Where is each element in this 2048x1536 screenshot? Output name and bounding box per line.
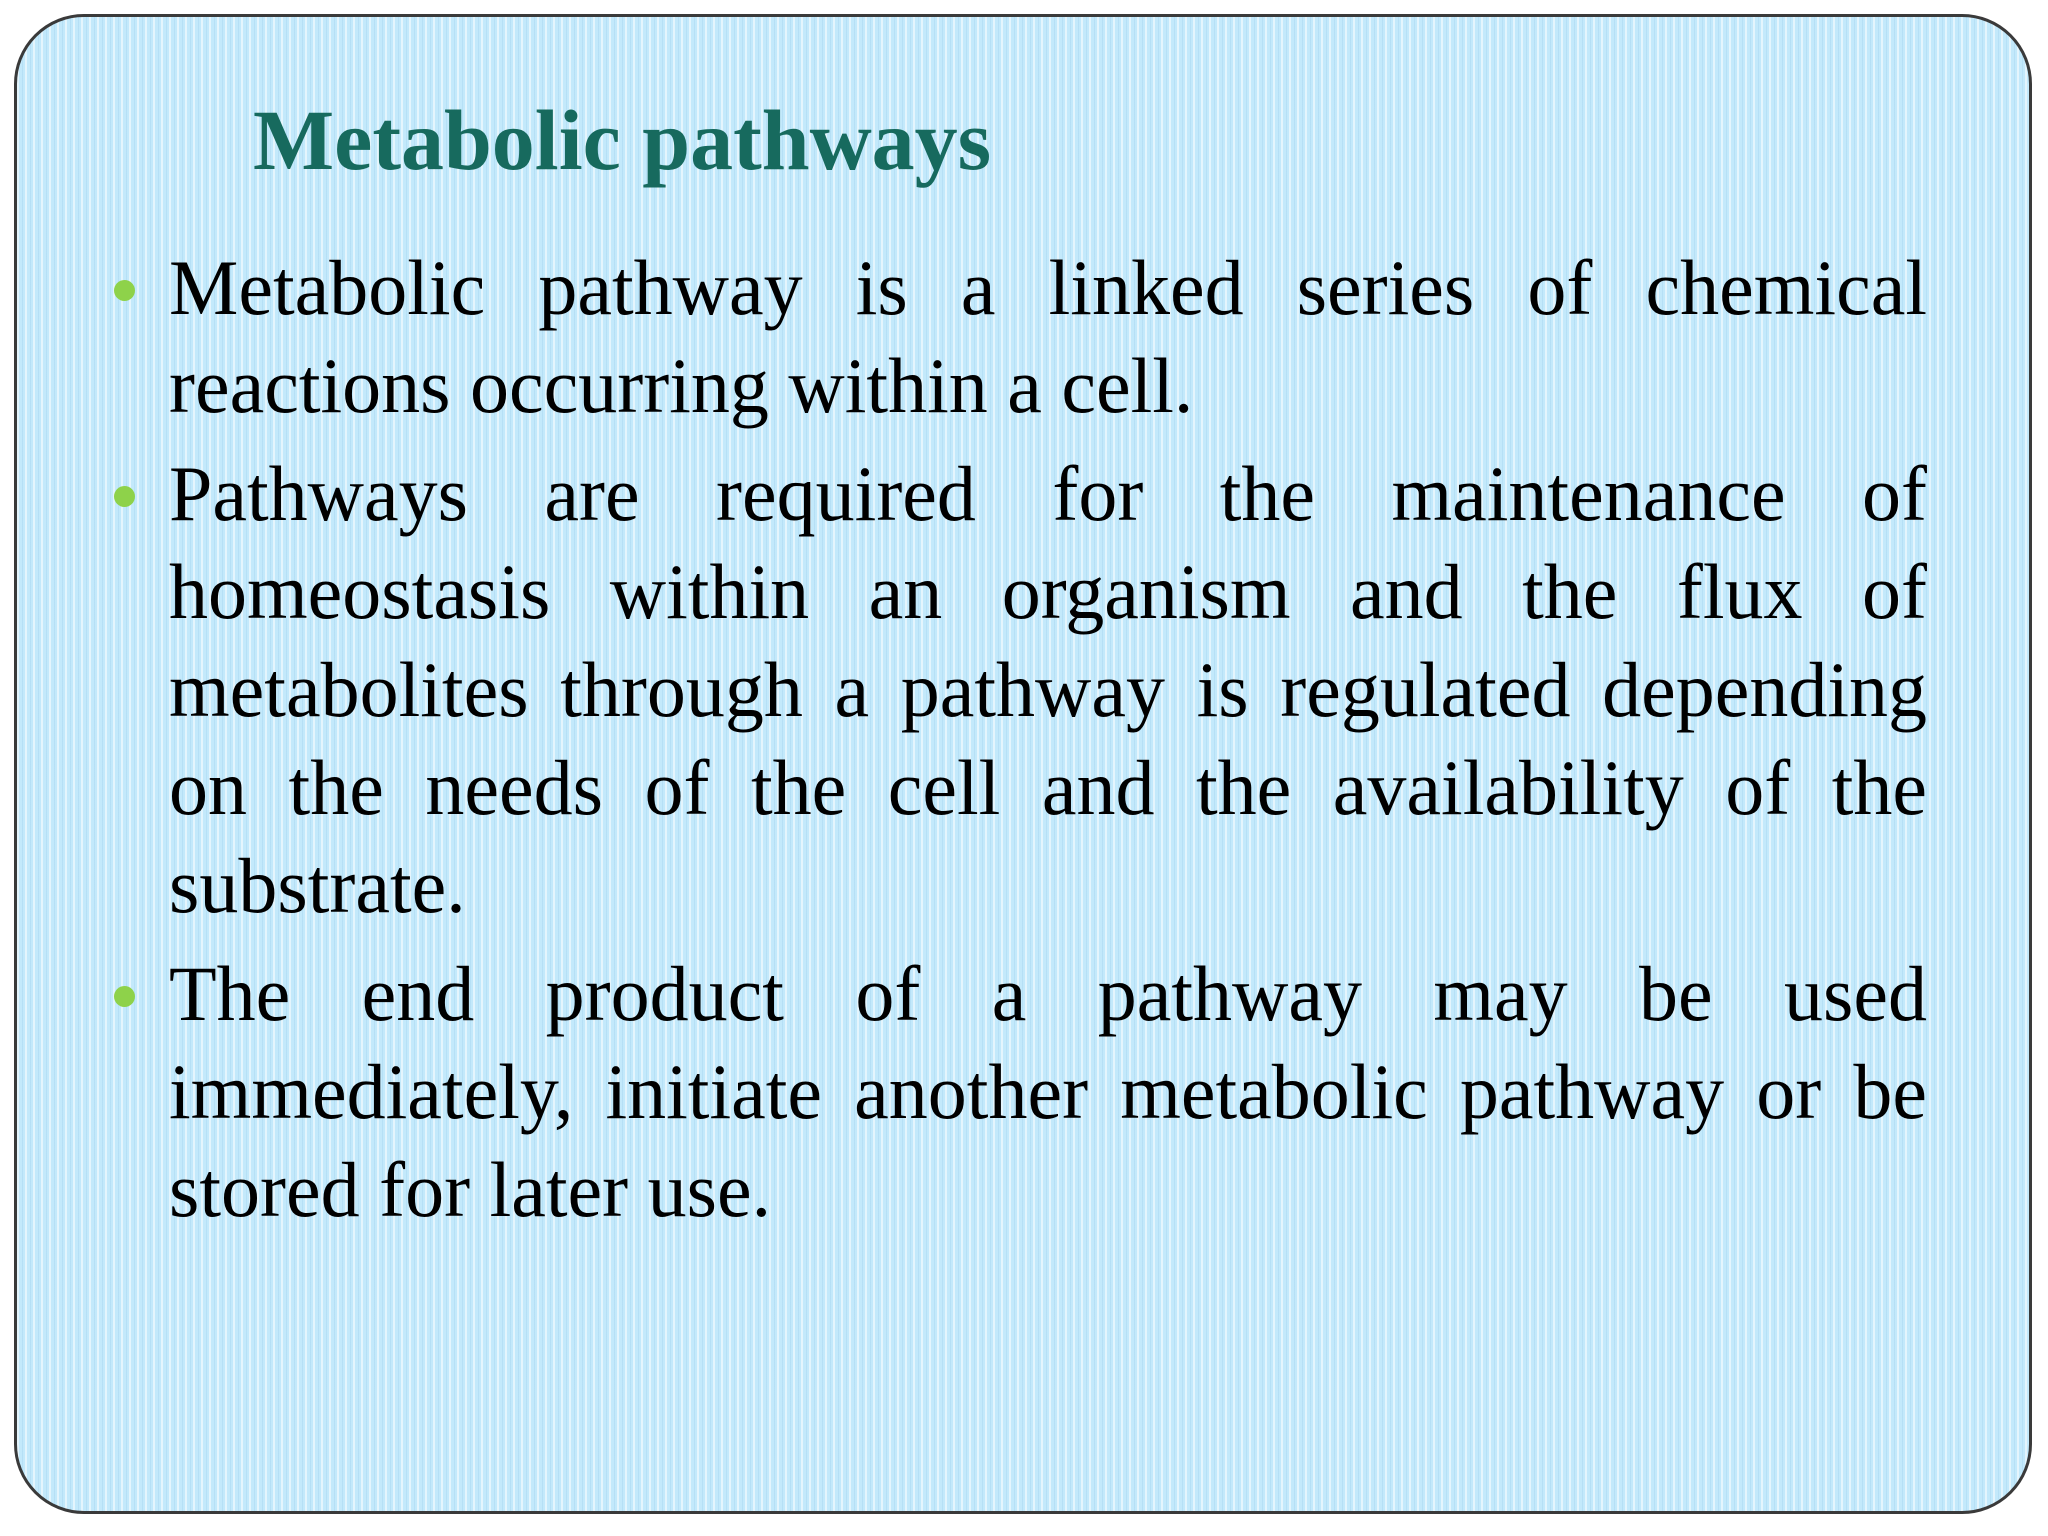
bullet-text: Metabolic pathway is a linked series of chemical reactions occurring within a cell.: [169, 244, 1927, 429]
bullet-item: [17, 445, 1927, 935]
bullet-dot-icon: [114, 280, 135, 301]
bullet-item: [17, 239, 1927, 435]
bullet-item: [17, 945, 1927, 1239]
bullet-list: [17, 239, 1927, 1249]
bullet-dot-icon: [114, 486, 135, 507]
bullet-text: Pathways are required for the maintenance of homeostasis within an organism and the flux of metabolites through a pathway is regulated depending on the needs of the cell and the availability of the substrate.: [169, 450, 1927, 929]
bullet-text: The end product of a pathway may be used immediately, initiate another metabolic pathway or be stored for later use.: [169, 950, 1927, 1233]
bullet-dot-icon: [114, 986, 135, 1007]
slide-title: Metabolic pathways: [253, 92, 992, 188]
slide: [14, 14, 2032, 1514]
